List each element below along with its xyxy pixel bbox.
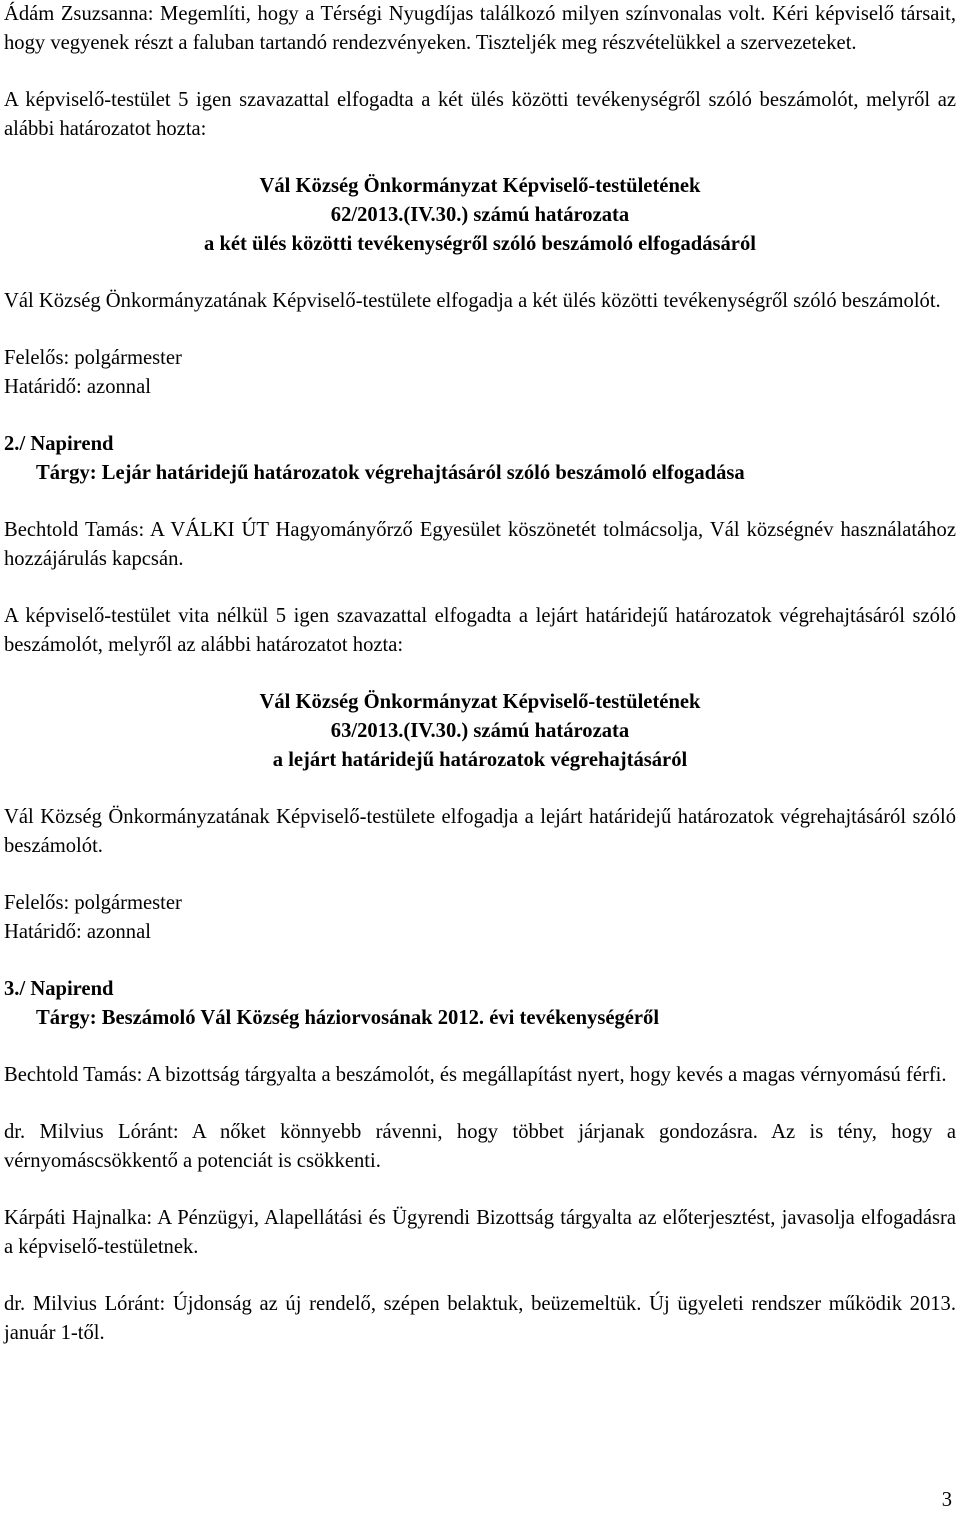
resolution-63-council: Vál Község Önkormányzat Képviselő-testületének xyxy=(259,691,701,713)
paragraph-vote-62: A képviselő-testület 5 igen szavazattal elfogadta a két ülés közötti tevékenységről szóló beszámolót, melyről az alábbi határozatot hozta: xyxy=(4,89,956,140)
page-number: 3 xyxy=(941,1489,952,1511)
resolution-62-number: 62/2013.(IV.30.) számú határozata xyxy=(330,204,630,226)
resolution-63-body: Vál Község Önkormányzatának Képviselő-testülete elfogadja a lejárt határidejű határozatok végrehajtásáról szóló beszámolót. xyxy=(4,806,956,857)
document-page xyxy=(4,0,956,1348)
resolution-63-responsible: Felelős: polgármester xyxy=(4,892,182,914)
agenda-3-heading: 3./ Napirend xyxy=(4,978,114,1000)
agenda-3-bechtold: Bechtold Tamás: A bizottság tárgyalta a beszámolót, és megállapítást nyert, hogy kevés a magas vérnyomású férfi. xyxy=(4,1064,947,1086)
resolution-62-deadline: Határidő: azonnal xyxy=(4,376,151,398)
agenda-3-milvius-1: dr. Milvius Lóránt: A nőket könnyebb rávenni, hogy többet járjanak gondozásra. Az is tény, hogy a vérnyomáscsökkentő a potenciát is csökkenti. xyxy=(4,1121,956,1172)
resolution-62-header xyxy=(4,172,956,259)
resolution-62-council: Vál Község Önkormányzat Képviselő-testületének xyxy=(259,175,701,197)
resolution-62-responsible: Felelős: polgármester xyxy=(4,347,182,369)
resolution-63-deadline: Határidő: azonnal xyxy=(4,921,151,943)
agenda-2-heading: 2./ Napirend xyxy=(4,433,114,455)
paragraph-adam-zsuzsanna: Ádám Zsuzsanna: Megemlíti, hogy a Térségi Nyugdíjas találkozó milyen színvonalas volt. Kéri képviselő társait, hogy vegyenek részt a faluban tartandó rendezvényeken. Tiszteljék meg részvételükkel a szervezeteket. xyxy=(4,3,956,54)
agenda-3-subject: Tárgy: Beszámoló Vál Község háziorvosának 2012. évi tevékenységéről xyxy=(36,1007,660,1029)
agenda-2-bechtold: Bechtold Tamás: A VÁLKI ÚT Hagyományőrző Egyesület köszönetét tolmácsolja, Vál községnév használatához hozzájárulás kapcsán. xyxy=(4,519,956,570)
resolution-63-number: 63/2013.(IV.30.) számú határozata xyxy=(330,720,630,742)
agenda-2-vote: A képviselő-testület vita nélkül 5 igen szavazattal elfogadta a lejárt határidejű határozatok végrehajtásáról szóló beszámolót, melyről az alábbi határozatot hozta: xyxy=(4,605,956,656)
resolution-63-title: a lejárt határidejű határozatok végrehajtásáról xyxy=(272,749,688,771)
agenda-3-karpati: Kárpáti Hajnalka: A Pénzügyi, Alapellátási és Ügyrendi Bizottság tárgyalta az előterjesztést, javasolja elfogadásra a képviselő-testületnek. xyxy=(4,1207,956,1258)
agenda-2-subject: Tárgy: Lejár határidejű határozatok végrehajtásáról szóló beszámoló elfogadása xyxy=(36,462,745,484)
resolution-63-header xyxy=(4,688,956,775)
resolution-62-title: a két ülés közötti tevékenységről szóló beszámoló elfogadásáról xyxy=(204,233,756,255)
agenda-3-milvius-2: dr. Milvius Lóránt: Újdonság az új rendelő, szépen belaktuk, beüzemeltük. Új ügyeleti rendszer működik 2013. január 1-től. xyxy=(4,1293,956,1344)
resolution-62-body: Vál Község Önkormányzatának Képviselő-testülete elfogadja a két ülés közötti tevékenységről szóló beszámolót. xyxy=(4,290,941,312)
